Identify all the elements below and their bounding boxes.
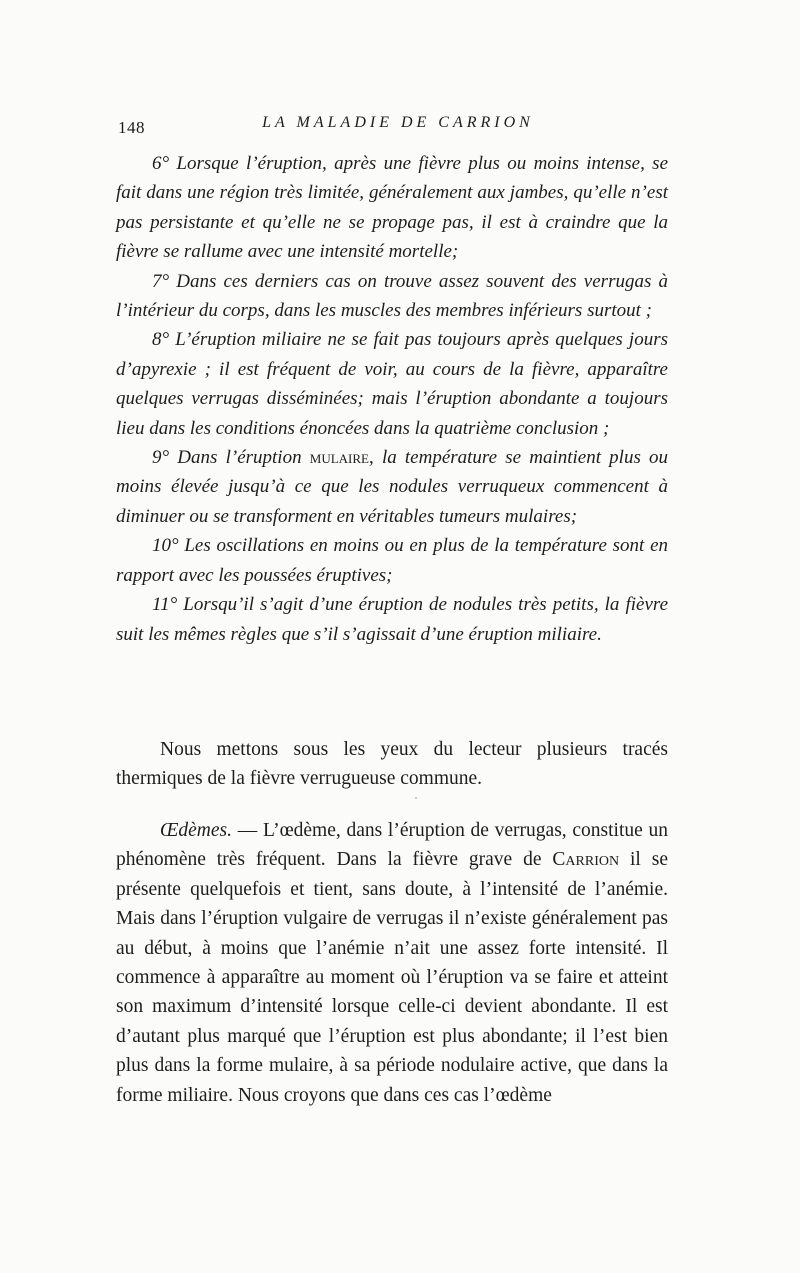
conclusion-number: 8° <box>152 329 170 351</box>
section-heading: Œdèmes. <box>160 820 233 841</box>
conclusion-number: 7° <box>152 270 170 292</box>
stray-mark <box>415 797 417 799</box>
page-header <box>118 114 678 138</box>
oedemes-section <box>116 816 668 1110</box>
oedemes-paragraph <box>116 816 668 1110</box>
conclusion-item <box>116 149 668 267</box>
conclusion-text: Lorsqu’il s’agit d’une éruption de nodules très petits, la fièvre suit les mêmes règles que s’il s’agissait d’une éruption miliaire. <box>116 594 669 645</box>
conclusion-item <box>116 325 668 443</box>
heading-dash: — <box>232 820 263 841</box>
conclusion-text: la température se maintient plus ou moins élevée jusqu’à ce que les nodules verruqueux commencent à diminuer ou se transforment en véritables tumeurs mulaires; <box>116 447 669 527</box>
traces-text: Nous mettons sous les yeux du lecteur plusieurs tracés thermiques de la fièvre verrugueuse commune. <box>116 739 668 790</box>
author-name: Carrion <box>552 849 620 871</box>
conclusion-number: 10° <box>152 535 179 557</box>
conclusion-number: 11° <box>152 594 178 616</box>
conclusions-list <box>116 149 668 649</box>
conclusion-text: Dans ces derniers cas on trouve assez souvent des verrugas à l’intérieur du corps, dans les muscles des membres inférieurs surtout ; <box>116 270 668 322</box>
conclusion-text: L’éruption miliaire ne se fait pas toujours après quelques jours d’apyrexie ; il est fréquent de voir, au cours de la fièvre, apparaître quelques verrugas disséminées; mais l’éruption abondante a toujours lieu dans les conditions énoncées dans la quatrième conclusion ; <box>116 329 668 439</box>
conclusion-number: 9° <box>152 447 170 469</box>
conclusion-prefix: Dans l’éruption <box>177 447 302 469</box>
conclusion-item <box>116 443 668 531</box>
page-number: 148 <box>118 118 145 137</box>
running-title: LA MALADIE DE CARRION <box>262 114 534 131</box>
conclusion-text: Lorsque l’éruption, après une fièvre plus ou moins intense, se fait dans une région très limitée, généralement aux jambes, qu’elle n’est pas persistante et qu’elle ne se propage pas, il est à craindre que la fièvre se rallume avec une intensité mortelle; <box>116 153 668 263</box>
small-caps-term: mulaire, <box>309 447 374 469</box>
conclusion-item <box>116 267 668 326</box>
conclusion-item <box>116 531 668 590</box>
oedemes-text-b: il se présente quelquefois et tient, sans doute, à l’intensité de l’anémie. Mais dans l’éruption vulgaire de verrugas il n’existe généralement pas au début, à moins que l’anémie n’ait une assez forte intensité. Il commence à apparaître au moment où l’éruption va se faire et atteint son maximum d’intensité lorsque celle-ci devient abondante. Il est d’autant plus marqué que l’éruption est plus abondante; il l’est bien plus dans la forme mulaire, à sa période nodulaire active, que dans la forme miliaire. Nous croyons que dans ces cas l’œdème <box>116 849 668 1106</box>
conclusion-number: 6° <box>152 153 170 174</box>
conclusion-text: Les oscillations en moins ou en plus de la température sont en rapport avec les poussées éruptives; <box>116 535 669 586</box>
conclusion-item <box>116 590 668 649</box>
traces-paragraph <box>116 735 668 794</box>
oedemes-text-a: L’œdème, dans l’éruption de verrugas, constitue un phénomène très fréquent. Dans la fièvre grave de <box>116 820 668 871</box>
